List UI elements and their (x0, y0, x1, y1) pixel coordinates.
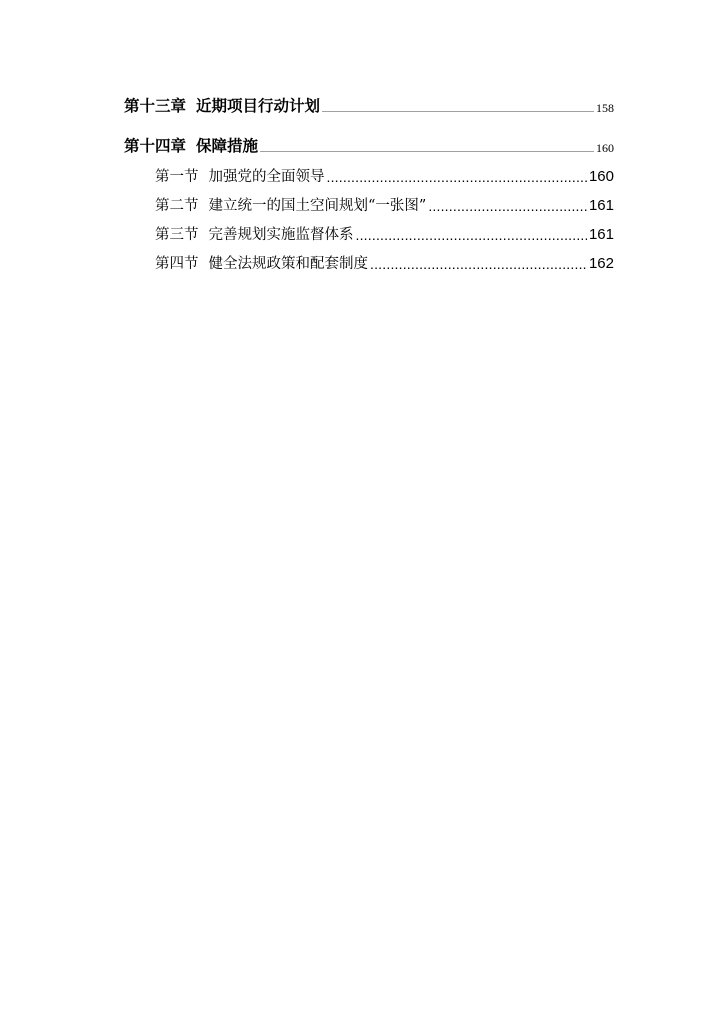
section-title (155, 196, 426, 216)
section-name: 建立统一的国土空间规划“一张图” (208, 198, 427, 214)
section-name: 健全法规政策和配套制度 (208, 256, 368, 272)
page-number: 162 (588, 255, 614, 272)
section-number: 第四节 (155, 256, 199, 272)
section-title (155, 225, 354, 245)
dot-leader (428, 196, 587, 216)
dot-leader (260, 144, 594, 156)
dot-leader (370, 254, 587, 274)
chapter-14-sections (124, 165, 614, 274)
toc-section-2[interactable] (155, 194, 614, 216)
dot-leader (322, 104, 594, 116)
section-title (155, 254, 368, 274)
chapter-title (124, 96, 320, 116)
section-name: 加强党的全面领导 (208, 169, 325, 185)
chapter-name: 近期项目行动计划 (196, 97, 321, 115)
chapter-number: 第十三章 (124, 97, 187, 115)
table-of-contents (124, 94, 614, 281)
toc-chapter-14[interactable] (124, 134, 614, 156)
section-number: 第二节 (155, 198, 199, 214)
toc-chapter-13[interactable] (124, 94, 614, 116)
dot-leader (356, 225, 587, 245)
section-name: 完善规划实施监督体系 (208, 227, 354, 243)
chapter-title (124, 136, 258, 156)
toc-section-3[interactable] (155, 223, 614, 245)
page-number: 160 (588, 168, 614, 185)
page-number: 161 (588, 226, 614, 243)
page-number: 158 (596, 101, 614, 115)
toc-section-1[interactable] (155, 165, 614, 187)
dot-leader (327, 167, 587, 187)
section-number: 第一节 (155, 169, 199, 185)
toc-section-4[interactable] (155, 252, 614, 274)
section-number: 第三节 (155, 227, 199, 243)
section-title (155, 167, 325, 187)
chapter-number: 第十四章 (124, 137, 187, 155)
page-number: 160 (596, 141, 614, 155)
chapter-name: 保障措施 (196, 137, 259, 155)
page-number: 161 (588, 197, 614, 214)
